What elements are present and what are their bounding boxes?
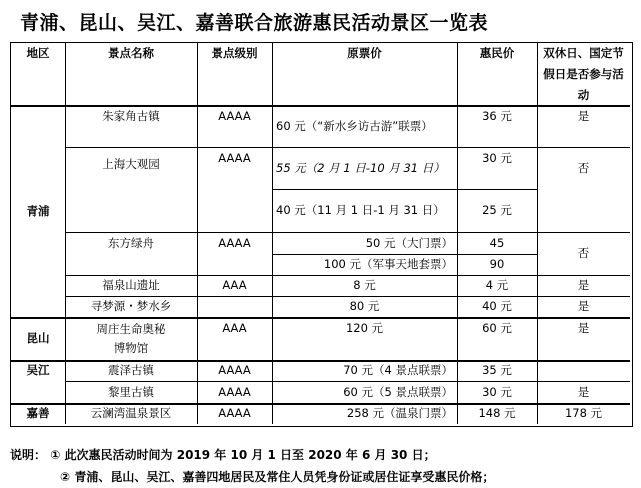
discount-price: 30 元 <box>482 384 512 399</box>
note-line-2 <box>10 466 494 488</box>
spot-level: AAA <box>222 278 247 292</box>
spot-name: 上海大观园 <box>102 157 160 171</box>
holiday-flag: 是 <box>577 109 590 123</box>
discount-price: 4 元 <box>485 278 509 292</box>
original-price: 60 元（5 景点联票） <box>343 384 453 399</box>
original-price: 55 元（2 月 1 日-10 月 31 日） <box>276 160 445 175</box>
scenic-spot-table <box>10 42 633 427</box>
spot-name: 寻梦源・梦水乡 <box>90 299 172 313</box>
original-price: 258 元（温泉门票） <box>346 406 453 420</box>
note-1: ① 此次惠民活动时间为 2019 年 10 月 1 日至 2020 年 6 月 30 日； <box>50 448 436 462</box>
spot-name: 黎里古镇 <box>108 384 154 399</box>
discount-price: 45 <box>489 235 505 250</box>
original-price: 8 元 <box>353 278 376 292</box>
discount-price: 25 元 <box>482 203 512 217</box>
spot-name: 朱家角古镇 <box>102 109 160 123</box>
holiday-flag: 178 元 <box>564 406 603 420</box>
spot-level: AAAA <box>218 363 251 377</box>
region-wujiang: 吴江 <box>26 363 50 377</box>
header-level: 景点级别 <box>211 45 258 60</box>
discount-price: 90 <box>489 257 505 271</box>
spot-level: AAAA <box>218 406 251 420</box>
spot-name: 震泽古镇 <box>108 363 154 377</box>
holiday-flag: 是 <box>577 384 590 399</box>
header-spot: 景点名称 <box>108 45 154 60</box>
notes-label: 说明： <box>10 448 47 462</box>
original-price: 70 元（4 景点联票） <box>343 363 453 377</box>
note-2: ② 青浦、昆山、吴江、嘉善四地居民及常住人员凭身份证或居住证享受惠民价格； <box>60 470 495 484</box>
discount-price: 36 元 <box>482 109 512 123</box>
holiday-flag: 否 <box>577 161 590 175</box>
original-price: 120 元 <box>345 321 384 335</box>
header-region: 地区 <box>26 45 50 60</box>
header-holiday: 双休日、国定节假日是否参与活动 <box>543 45 624 102</box>
spot-name: 东方绿舟 <box>108 236 154 250</box>
note-line-1 <box>10 444 494 466</box>
header-original-price: 原票价 <box>347 45 382 60</box>
holiday-flag: 是 <box>577 278 590 292</box>
region-qingpu: 青浦 <box>26 203 50 218</box>
discount-price: 40 元 <box>482 299 512 313</box>
holiday-flag: 是 <box>577 299 590 313</box>
region-jiashan: 嘉善 <box>26 406 50 420</box>
spot-level: AAAA <box>218 109 251 123</box>
original-price: 50 元（大门票） <box>365 235 453 250</box>
discount-price: 60 元 <box>482 321 512 335</box>
spot-level: AAA <box>222 321 247 335</box>
spot-level <box>197 296 272 317</box>
discount-price: 148 元 <box>478 406 516 420</box>
notes-section <box>10 444 494 488</box>
original-price: 80 元 <box>349 299 380 313</box>
holiday-flag: 否 <box>577 246 590 260</box>
spot-level: AAAA <box>218 151 251 165</box>
original-price: 60 元（“新水乡访古游”联票） <box>276 118 433 133</box>
spot-level: AAAA <box>218 236 251 250</box>
original-price: 40 元（11 月 1 日-1 月 31 日） <box>276 203 445 217</box>
discount-price: 35 元 <box>482 363 512 377</box>
region-kunshan: 昆山 <box>26 331 50 345</box>
header-discount-price: 惠民价 <box>479 45 515 60</box>
page-title: 青浦、昆山、吴江、嘉善联合旅游惠民活动景区一览表 <box>20 12 489 34</box>
spot-name: 周庄生命奥秘博物馆 <box>96 321 166 355</box>
spot-name: 福泉山遗址 <box>102 278 160 292</box>
discount-price: 30 元 <box>482 151 512 165</box>
original-price: 100 元（军事天地套票） <box>323 257 453 271</box>
holiday-flag: 是 <box>577 321 590 335</box>
holiday-flag <box>537 360 630 381</box>
spot-name: 云澜湾温泉景区 <box>90 406 172 420</box>
spot-level: AAAA <box>218 384 251 399</box>
